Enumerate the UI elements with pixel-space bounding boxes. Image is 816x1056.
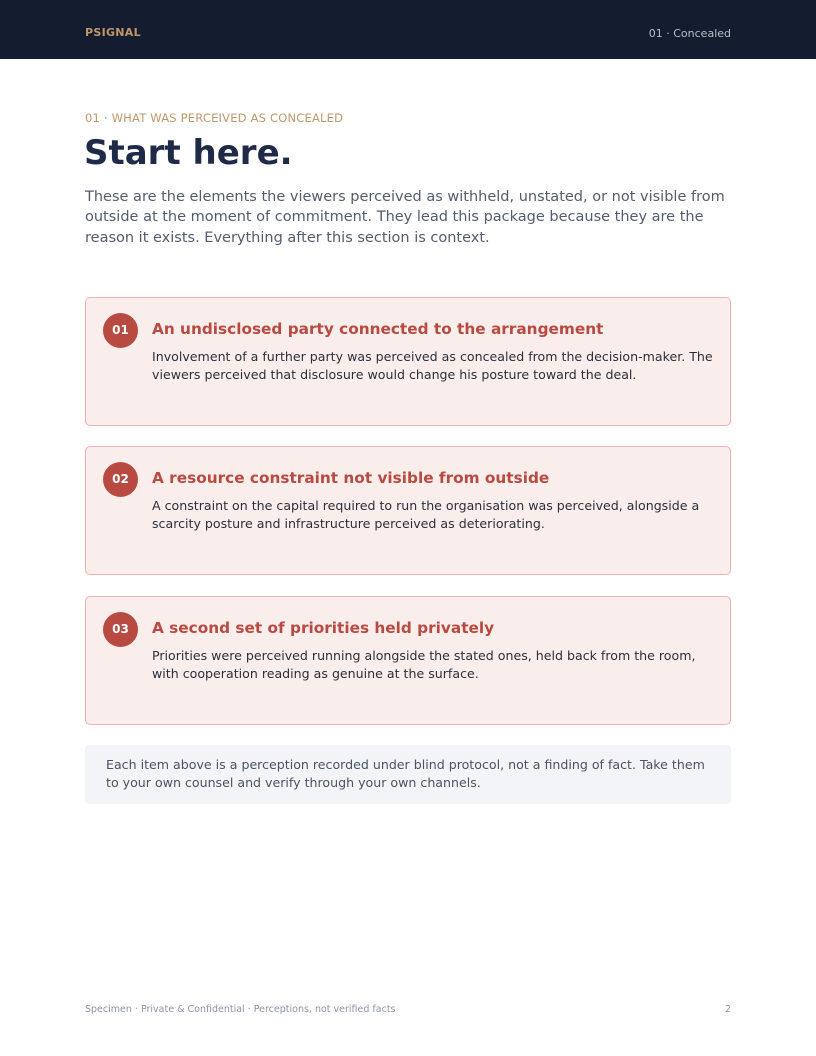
section-tag: 01 · Concealed (648, 27, 731, 40)
item-number-badge: 02 (103, 462, 138, 497)
page-title: Start here. (84, 133, 293, 173)
item-title: A resource constraint not visible from outside (152, 469, 550, 487)
page-number: 2 (724, 1004, 731, 1015)
concealed-item-card (85, 446, 731, 575)
footer-confidentiality: Specimen · Private & Confidential · Perceptions, not verified facts (85, 1004, 396, 1015)
item-body: Involvement of a further party was perceived as concealed from the decision-maker. The viewers perceived that disclosure would change his posture toward the deal. (152, 349, 713, 382)
disclaimer-note: Each item above is a perception recorded under blind protocol, not a finding of fact. Take them to your own counsel and verify through your own channels. (85, 745, 731, 804)
section-eyebrow: 01 · WHAT WAS PERCEIVED AS CONCEALED (85, 111, 344, 125)
intro-paragraph: These are the elements the viewers perceived as withheld, unstated, or not visible from outside at the moment of commitment. They lead this package because they are the reason it exists. Everything after this section is context. (85, 189, 725, 246)
brand-logo-text: PSIGNAL (85, 26, 141, 39)
concealed-item-card (85, 297, 731, 426)
item-title: A second set of priorities held privately (152, 619, 495, 637)
item-number-badge: 03 (103, 612, 138, 647)
item-body: Priorities were perceived running alongside the stated ones, held back from the room, with cooperation reading as genuine at the surface. (152, 648, 696, 681)
concealed-item-card (85, 596, 731, 725)
item-title: An undisclosed party connected to the arrangement (152, 320, 604, 338)
item-body: A constraint on the capital required to run the organisation was perceived, alongside a scarcity posture and infrastructure perceived as deteriorating. (152, 498, 700, 531)
top-bar (0, 0, 816, 59)
item-number-badge: 01 (103, 313, 138, 348)
